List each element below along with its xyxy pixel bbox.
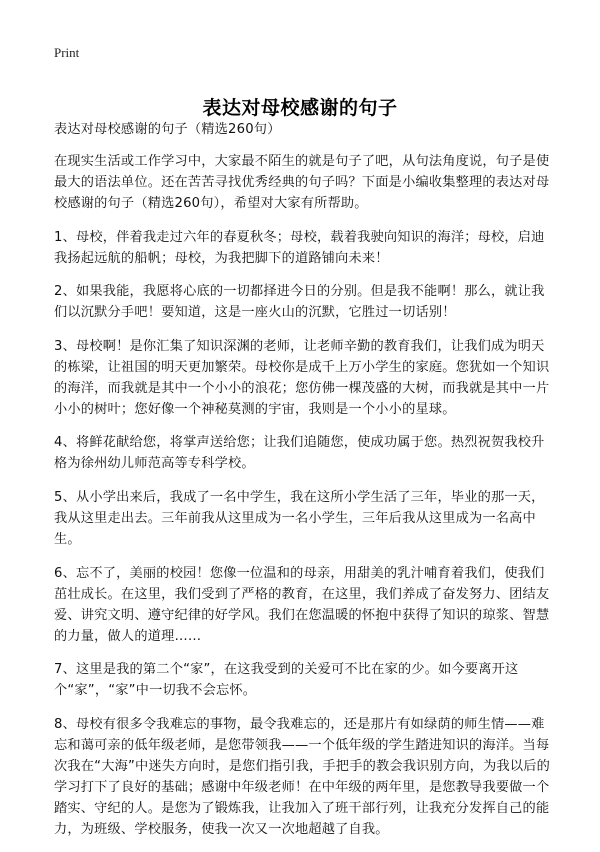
paragraph-2: 2、如果我能，我愿将心底的一切都择进今日的分别。但是我不能啊！那么，就让我们以沉默分手吧！要知道，这是一座火山的沉默，它胜过一切话别！	[54, 284, 545, 321]
intro-paragraph: 在现实生活或工作学习中，大家最不陌生的就是句子了吧，从句法角度说，句子是使最大的语法单位。还在苦苦寻找优秀经典的句子吗？下面是小编收集整理的表达对母校感谢的句子（精选260句），希望对大家有所帮助。	[54, 154, 550, 211]
paragraph-3: 3、母校啊！是你汇集了知识深渊的老师，让老师辛勤的教育我们，让我们成为明天的栋梁，让祖国的明天更加繁荣。母校你是成千上万小学生的家庭。您犹如一个知识的海洋，而我就是其中一个小小的浪花；您仿佛一棵茂盛的大树，而我就是其中一片小小的树叶；您好像一个神秘莫测的宇宙，我则是一个小小的星球。	[54, 338, 550, 417]
paragraph-8: 8、母校有很多令我难忘的事物，最令我难忘的，还是那片有如绿荫的师生情——难忘和蔼可亲的低年级老师，是您带领我——一个低年级的学生踏进知识的海洋。当每次我在“大海”中迷失方向时，是您们指引我，手把手的教会我识别方向，为我以后的学习打下了良好的基础；感谢中年级老师！在中年级的两年里，是您教导我要做一个踏实、守纪的人。是您为了锻炼我，让我加入了班干部行列，让我充分发挥自己的能力，为班级、学校服务，使我一次又一次地超越了自我。	[54, 716, 551, 837]
article-subtitle: 表达对母校感谢的句子（精选260句）	[54, 122, 281, 137]
paragraph-7: 7、这里是我的第二个“家”，在这我受到的关爱可不比在家的少。如今要离开这个“家”，“家”中一切我不会忘怀。	[54, 662, 519, 699]
paragraph-5: 5、从小学出来后，我成了一名中学生，我在这所小学生活了三年，毕业的那一天，我从这里走出去。三年前我从这里成为一名小学生，三年后我从这里成为一名高中生。	[54, 489, 545, 547]
paragraph-6: 6、忘不了，美丽的校园！您像一位温和的母亲，用甜美的乳汁哺育着我们，使我们茁壮成长。在这里，我们受到了严格的教育，在这里，我们养成了奋发努力、团结友爱、讲究文明、遵守纪律的好学风。我们在您温暖的怀抱中获得了知识的琼浆、智慧的力量，做人的道理……	[54, 565, 550, 644]
paragraph-4: 4、将鲜花献给您，将掌声送给您；让我们追随您，使成功属于您。热烈祝贺我校升格为徐州幼儿师范高等专科学校。	[54, 435, 545, 472]
page-title: 表达对母校感谢的句子	[202, 96, 398, 119]
print-link[interactable]: Print	[54, 45, 80, 60]
paragraph-1: 1、母校，伴着我走过六年的春夏秋冬；母校，载着我驶向知识的海洋；母校，启迪我扬起远航的船帆；母校，为我把脚下的道路铺向未来！	[54, 229, 545, 266]
article-body	[54, 119, 550, 852]
